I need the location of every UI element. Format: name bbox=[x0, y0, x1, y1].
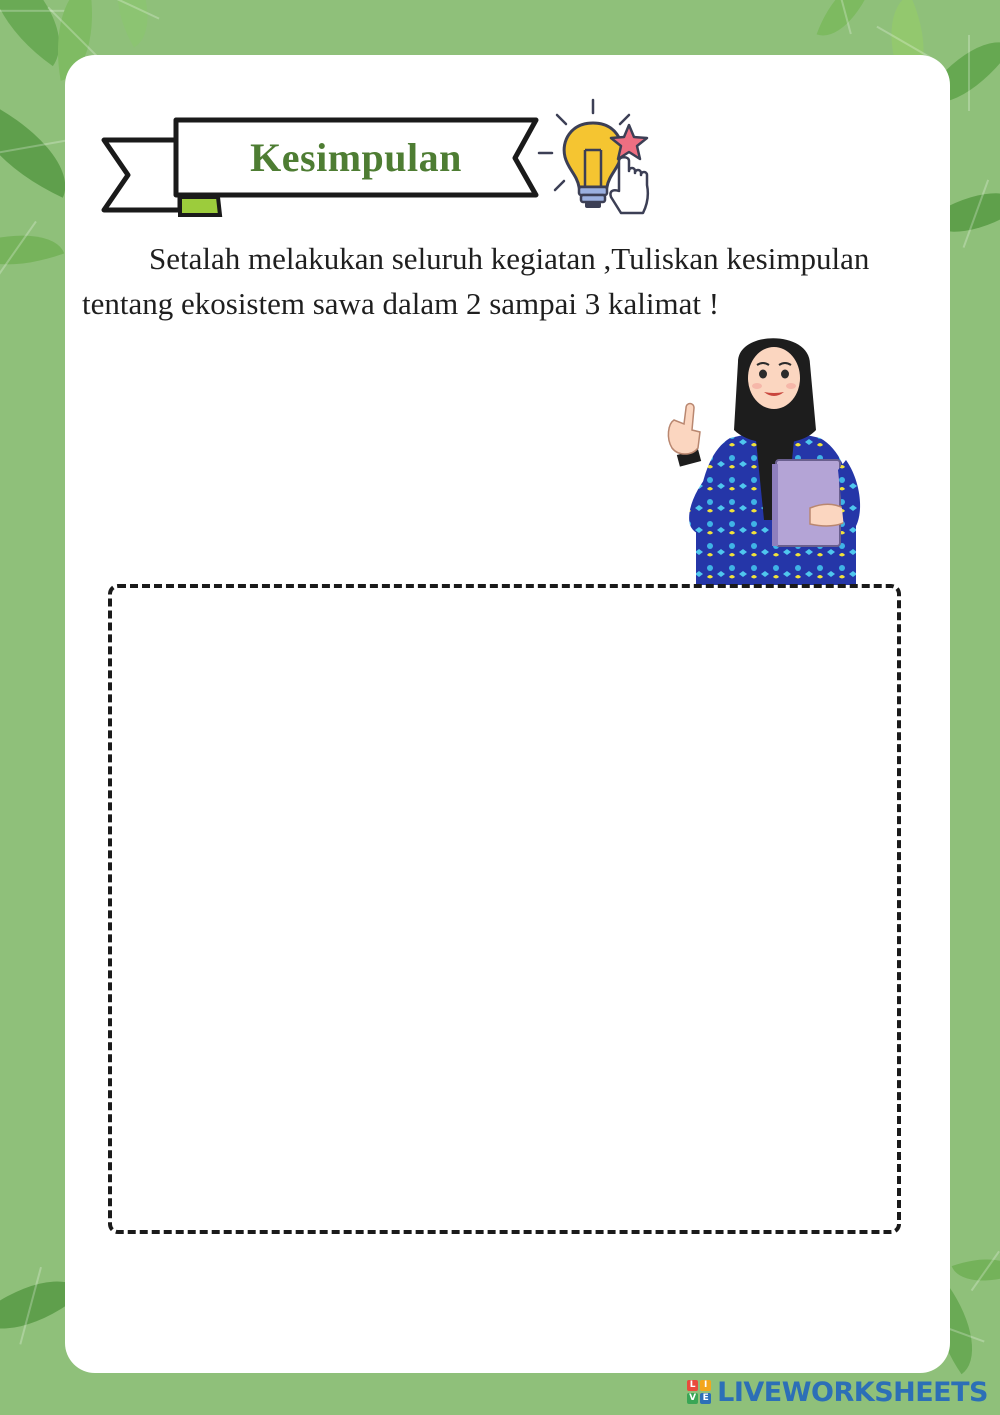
liveworksheets-logo bbox=[687, 1375, 988, 1409]
brand-mark-letter: L bbox=[687, 1380, 698, 1391]
brand-name: LIVEWORKSHEETS bbox=[717, 1376, 988, 1408]
instruction-text: Setalah melakukan seluruh kegiatan ,Tuliskan kesimpulan tentang ekosistem sawa dalam 2 sampai 3 kalimat ! bbox=[82, 241, 870, 321]
brand-mark-letter: E bbox=[700, 1393, 711, 1404]
teacher-illustration bbox=[660, 320, 900, 585]
brand-mark-letter: I bbox=[700, 1380, 711, 1391]
liveworksheets-mark-icon bbox=[687, 1380, 711, 1404]
answer-area[interactable] bbox=[108, 584, 901, 1234]
lightbulb-icon bbox=[535, 95, 655, 220]
page-title: Kesimpulan bbox=[250, 134, 462, 180]
brand-mark-letter: V bbox=[687, 1393, 698, 1404]
